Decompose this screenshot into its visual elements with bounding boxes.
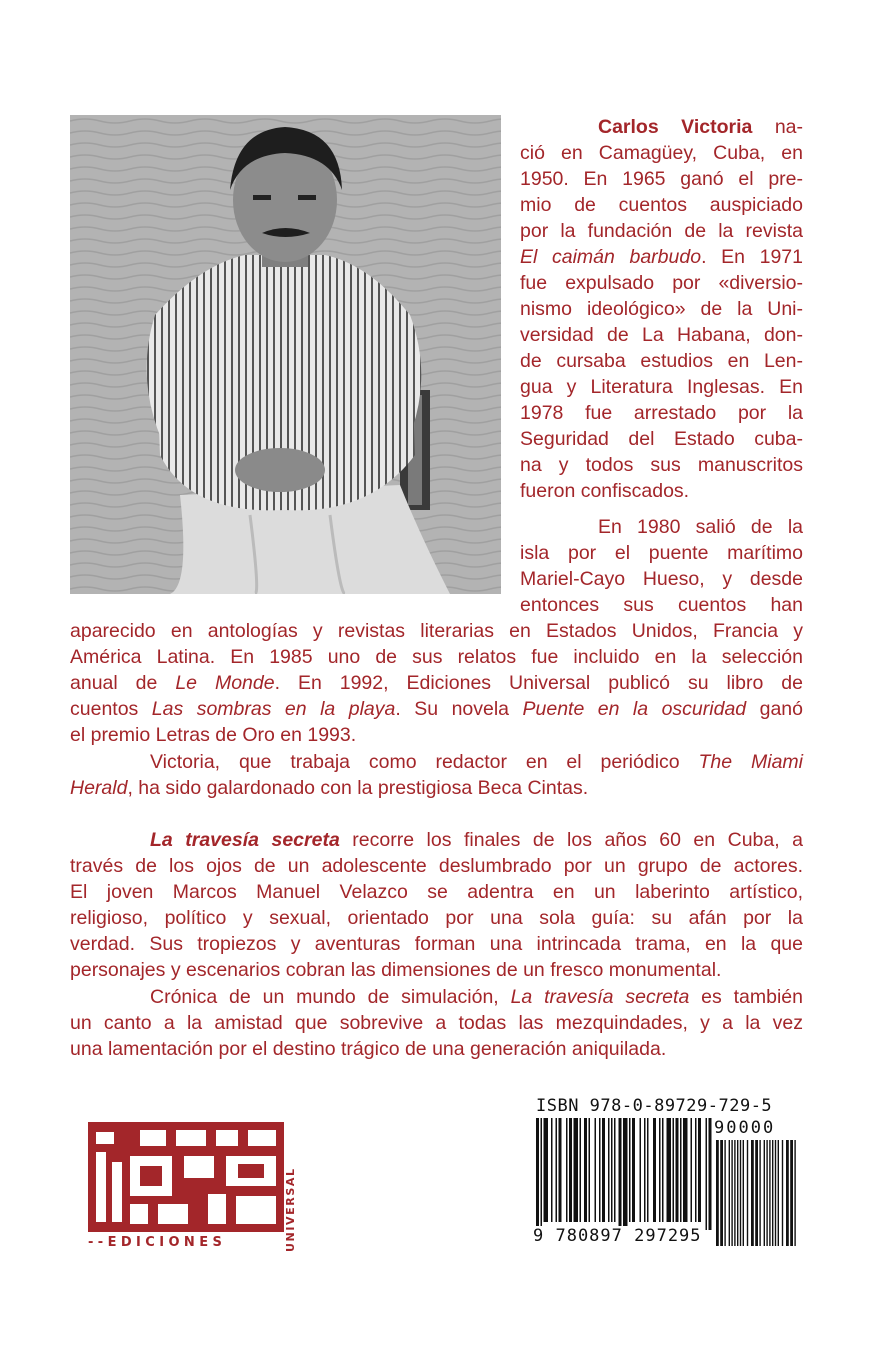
bio-line: 1978 fue arrestado por la	[520, 402, 803, 424]
text-run: . En 1992, Ediciones Universal publicó su libro de	[274, 672, 803, 694]
barcode-bar	[551, 1118, 553, 1222]
bio-line: En 1980 salió de la	[598, 516, 803, 538]
barcode-bar	[544, 1118, 549, 1222]
barcode-bar	[662, 1118, 664, 1222]
bio-line: de cursaba estudios en Len-	[520, 350, 803, 372]
barcode-addon-bar	[737, 1140, 738, 1246]
bio-line	[520, 115, 803, 140]
barcode-bar	[536, 1118, 539, 1230]
barcode-addon-bar	[764, 1140, 765, 1246]
bio-line: nismo ideológico» de la Uni-	[520, 298, 803, 320]
barcode-addon-bar	[747, 1140, 748, 1246]
synopsis-line	[70, 828, 803, 853]
barcode-addon-bar	[720, 1140, 723, 1246]
barcode-bar	[569, 1118, 572, 1222]
barcode-bar	[695, 1118, 697, 1222]
barcode-bar	[595, 1118, 597, 1222]
synopsis-line	[70, 985, 803, 1010]
book-title: Las sombras en la playa	[151, 698, 396, 720]
synopsis-line: través de los ojos de un adolescente deslumbrado por un grupo de actores.	[70, 855, 803, 877]
newspaper-title: The Miami	[698, 751, 803, 773]
text-run: es también	[689, 986, 803, 1008]
barcode-addon-bar	[778, 1140, 779, 1246]
bio-line: mio de cuentos auspiciado	[520, 194, 803, 216]
barcode-bar	[653, 1118, 656, 1222]
barcode-bar	[541, 1118, 543, 1230]
bio-line: fueron confiscados.	[520, 480, 690, 502]
barcode-addon-bar	[790, 1140, 793, 1246]
barcode-bar	[683, 1118, 688, 1222]
author-name: Carlos Victoria	[598, 116, 753, 138]
barcode-bar	[566, 1118, 568, 1222]
barcode-bar	[706, 1118, 708, 1230]
publisher-name-vertical: UNIVERSAL	[284, 1167, 297, 1252]
text-run: Victoria, que trabaja como redactor en el periódico	[150, 751, 699, 773]
bio-line: ció en Camagüey, Cuba, en	[520, 142, 803, 164]
bio-line: por la fundación de la revista	[520, 220, 803, 242]
barcode-bar	[644, 1118, 646, 1222]
isbn-label: ISBN 978-0-89729-729-5	[536, 1096, 773, 1116]
price-code: 90000	[714, 1118, 776, 1138]
barcode-bar	[698, 1118, 701, 1222]
bio-line: 1950. En 1965 ganó el pre-	[520, 168, 803, 190]
barcode-bar	[574, 1118, 579, 1222]
newspaper-title: Herald	[70, 777, 128, 799]
barcode-bar	[659, 1118, 661, 1222]
barcode-addon-bar	[731, 1140, 732, 1246]
bio-line	[70, 750, 803, 775]
barcode-bar	[599, 1118, 601, 1222]
magazine-title: El caimán barbudo	[520, 246, 702, 268]
text-run: Crónica de un mundo de simulación,	[150, 986, 511, 1008]
synopsis-line: una lamentación por el destino trágico de una generación aniquilada.	[70, 1038, 667, 1060]
barcode-addon-bar	[740, 1140, 741, 1246]
bio-line: na y todos sus manuscritos	[520, 454, 803, 476]
barcode-bar	[556, 1118, 558, 1222]
text-run: ganó	[746, 698, 803, 720]
synopsis-line: personajes y escenarios cobran las dimensiones de un fresco monumental.	[70, 959, 722, 981]
barcode-bar	[632, 1118, 635, 1222]
bio-line	[520, 245, 803, 270]
text-run: . En 1971	[701, 246, 803, 268]
barcode-bar	[559, 1118, 562, 1222]
barcode-addon-bar	[716, 1140, 719, 1246]
author-photo	[70, 115, 501, 594]
book-title: Puente en la oscuridad	[522, 698, 747, 720]
bio-line: aparecido en antologías y revistas literarias en Estados Unidos, Francia y	[70, 620, 803, 642]
bio-line: entonces sus cuentos han	[520, 594, 803, 616]
bio-line: el premio Letras de Oro en 1993.	[70, 724, 357, 746]
barcode-bar	[619, 1118, 622, 1230]
barcode-addon-bar	[734, 1140, 735, 1246]
barcode-bar	[709, 1118, 712, 1230]
barcode-addon-bar	[729, 1140, 730, 1246]
barcode-bar	[580, 1118, 582, 1222]
text-run: na-	[752, 116, 803, 138]
newspaper-title: Le Monde	[175, 672, 275, 694]
barcode-addon-bar	[772, 1140, 773, 1246]
synopsis-line: verdad. Sus tropiezos y aventuras forman una intrincada trama, en la que	[70, 933, 803, 955]
barcode-addon-bar	[759, 1140, 760, 1246]
barcode-addon-bar	[724, 1140, 725, 1246]
barcode-bar	[614, 1118, 616, 1222]
author-photo-drawing	[70, 115, 501, 594]
text-run: . Su novela	[395, 698, 523, 720]
bio-line: América Latina. En 1985 uno de sus relatos fue incluido en la selección	[70, 646, 803, 668]
barcode-addon-bar	[755, 1140, 758, 1246]
barcode-bar	[608, 1118, 610, 1222]
barcode-bar	[667, 1118, 672, 1222]
bio-line: fue expulsado por «diversio-	[520, 272, 803, 294]
barcode-bar	[611, 1118, 613, 1222]
bio-line: gua y Literatura Inglesas. En	[520, 376, 803, 398]
ean-digits: 9 780897 297295	[533, 1226, 702, 1246]
barcode-bar	[602, 1118, 605, 1222]
bio-line	[70, 776, 803, 801]
synopsis-line: un canto a la amistad que sobrevive a todas las mezquindades, y a la vez	[70, 1012, 803, 1034]
barcode-bar	[589, 1118, 591, 1222]
novel-title: La travesía secreta	[510, 986, 690, 1008]
text-run: anual de	[70, 672, 176, 694]
bio-line: Seguridad del Estado cuba-	[520, 428, 803, 450]
publisher-name: --EDICIONES	[88, 1235, 227, 1250]
barcode-bar	[680, 1118, 682, 1222]
barcode-bar	[673, 1118, 675, 1222]
text-run: recorre los finales de los años 60 en Cuba, a	[339, 829, 804, 851]
bio-line	[70, 671, 803, 696]
barcode-bar	[623, 1118, 628, 1230]
novel-title: La travesía secreta	[150, 829, 340, 851]
barcode-addon-bar	[786, 1140, 789, 1246]
text-run: cuentos	[70, 698, 152, 720]
bio-line: versidad de La Habana, don-	[520, 324, 803, 346]
barcode-bar	[676, 1118, 679, 1222]
text-run: , ha sido galardonado con la prestigiosa Beca Cintas.	[127, 777, 589, 799]
barcode-bar	[629, 1118, 631, 1222]
bio-line: isla por el puente marítimo	[520, 542, 803, 564]
barcode-addon-bar	[769, 1140, 770, 1246]
bio-line	[70, 697, 803, 722]
barcode-bar	[691, 1118, 693, 1222]
barcode-bar	[640, 1118, 642, 1222]
synopsis-line: religioso, político y sexual, orientado por una sola guía: su afán por la	[70, 907, 803, 929]
barcode-addon-bar	[775, 1140, 776, 1246]
bio-line: Mariel-Cayo Hueso, y desde	[520, 568, 803, 590]
ediciones-universal-logo	[88, 1122, 284, 1232]
synopsis-line: El joven Marcos Manuel Velazco se adentra en un laberinto artístico,	[70, 881, 803, 903]
barcode-bar	[647, 1118, 649, 1222]
barcode-addon-bar	[743, 1140, 744, 1246]
barcode-addon-bar	[782, 1140, 783, 1246]
barcode-addon-bar	[794, 1140, 795, 1246]
barcode-addon-bar	[766, 1140, 767, 1246]
barcode-bar	[584, 1118, 587, 1222]
barcode-addon-bar	[751, 1140, 754, 1246]
